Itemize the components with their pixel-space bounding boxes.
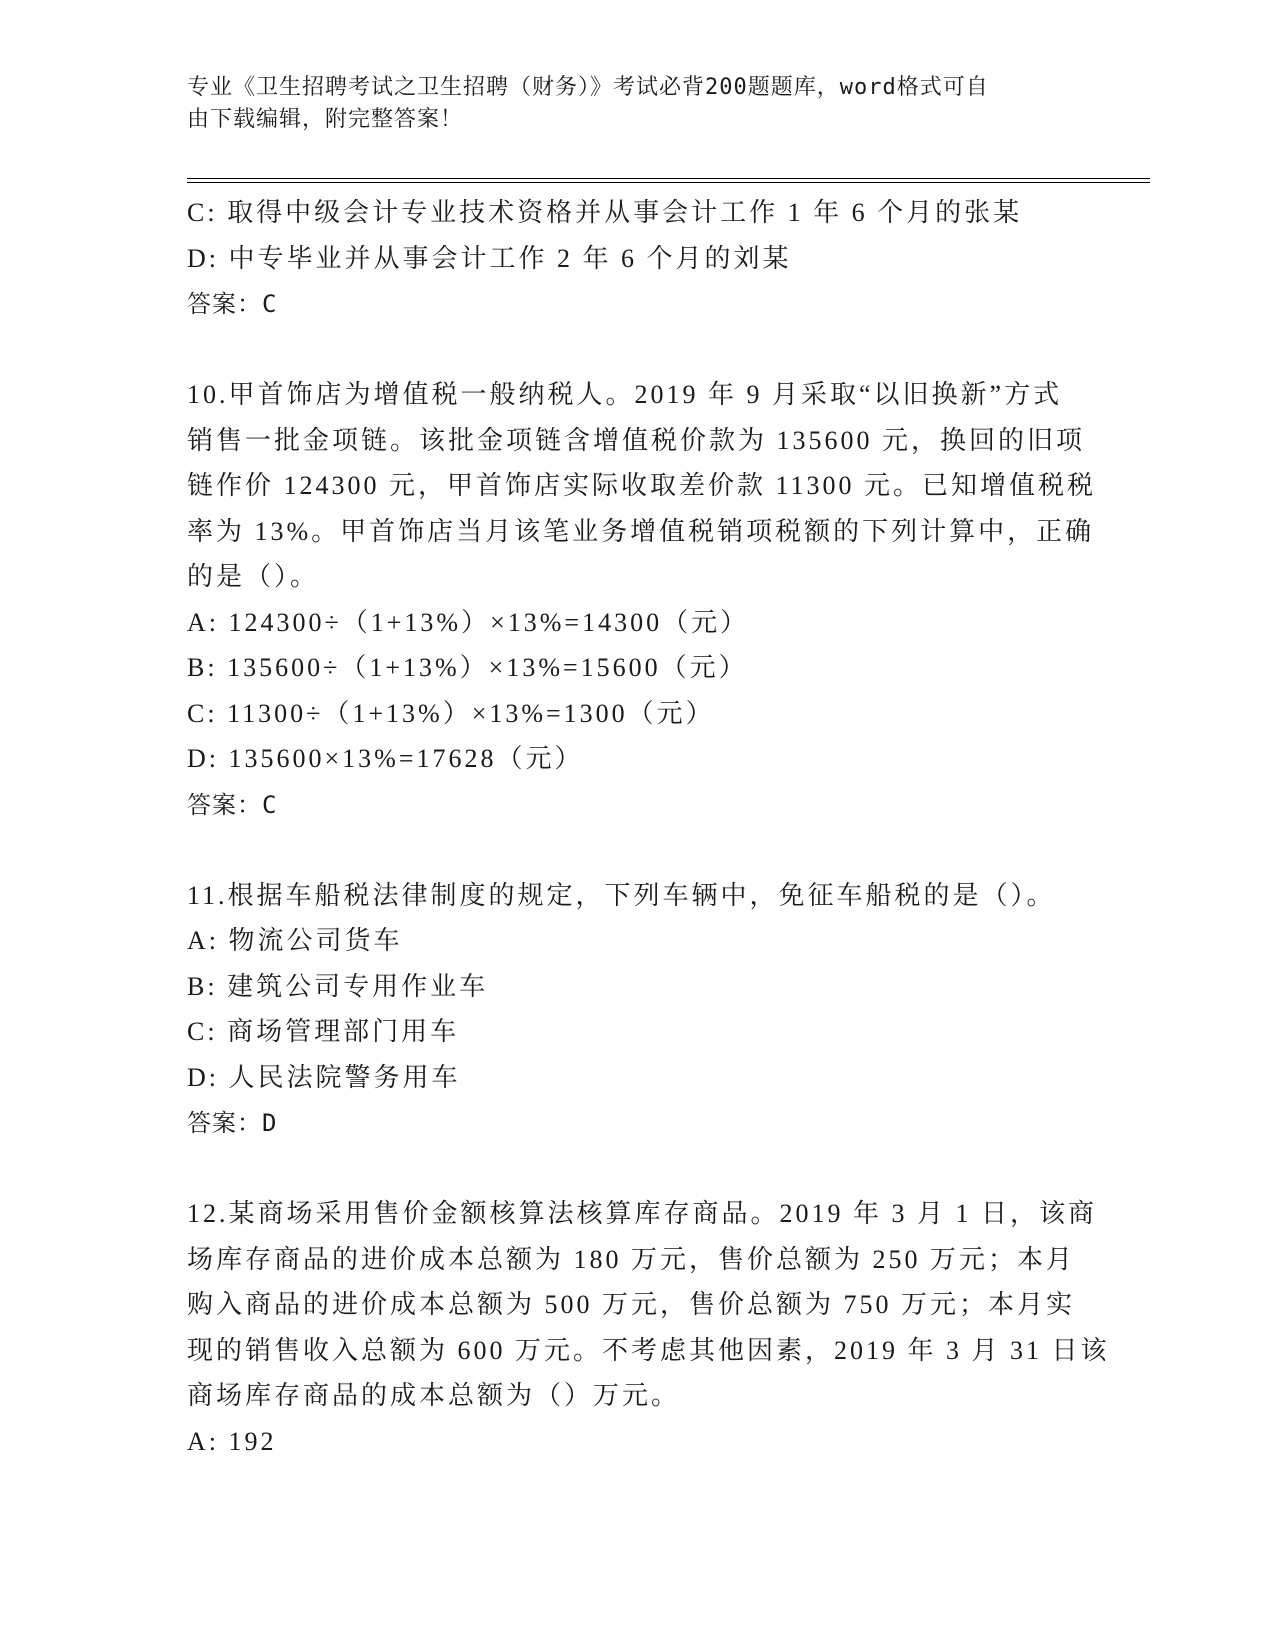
header-divider-top (187, 178, 1150, 179)
question-stem-line: 率为 13%。甲首饰店当月该笔业务增值税销项税额的下列计算中，正确 (187, 516, 1095, 546)
header-line-1: 专业《卫生招聘考试之卫生招聘（财务）》考试必背200题题库，word格式可自 (187, 75, 989, 100)
question-stem: 11.根据车船税法律制度的规定，下列车辆中，免征车船税的是（）。 (187, 880, 1056, 910)
question-stem-line: 链作价 124300 元，甲首饰店实际收取差价款 11300 元。已知增值税税 (187, 471, 1097, 500)
question-stem-line: 购入商品的进价成本总额为 500 万元，售价总额为 750 万元；本月实 (187, 1290, 1076, 1319)
header-divider-bottom (187, 182, 1150, 183)
header-line-2: 由下载编辑，附完整答案！ (187, 107, 464, 132)
question-stem-line: 商场库存商品的成本总额为（）万元。 (187, 1381, 681, 1410)
answer: 答案：D (187, 1109, 278, 1137)
option-c: C: 商场管理部门用车 (187, 1017, 460, 1046)
option-d: D: 人民法院警务用车 (187, 1062, 461, 1092)
question-stem-line: 12.某商场采用售价金额核算法核算库存商品。2019 年 3 月 1 日，该商 (187, 1199, 1098, 1228)
option-d: D: 135600×13%=17628（元） (187, 744, 584, 773)
spacer (187, 327, 1087, 372)
option-d: D: 中专毕业并从事会计工作 2 年 6 个月的刘某 (187, 243, 792, 273)
option-b: B: 建筑公司专用作业车 (187, 971, 489, 1001)
question-stem-line: 的是（）。 (187, 562, 320, 591)
option-c: C: 11300÷（1+13%）×13%=1300（元） (187, 698, 715, 728)
question-12 (187, 1191, 1110, 1464)
answer: 答案：C (187, 290, 278, 318)
question-stem-line: 现的销售收入总额为 600 万元。不考虑其他因素，2019 年 3 月 31 日该 (187, 1335, 1110, 1365)
question-stem-line: 销售一批金项链。该批金项链含增值税价款为 135600 元，换回的旧项 (187, 425, 1086, 455)
document-header (187, 72, 1067, 136)
option-c: C: 取得中级会计专业技术资格并从事会计工作 1 年 6 个月的张某 (187, 198, 1023, 227)
option-a: A: 物流公司货车 (187, 926, 403, 955)
answer: 答案：C (187, 790, 278, 819)
option-b: B: 135600÷（1+13%）×13%=15600（元） (187, 653, 748, 682)
question-11 (187, 873, 1087, 1147)
spacer (187, 828, 1087, 873)
spacer (187, 1146, 1087, 1191)
option-a: A: 124300÷（1+13%）×13%=14300（元） (187, 607, 750, 637)
question-stem-line: 10.甲首饰店为增值税一般纳税人。2019 年 9 月采取“以旧换新”方式 (187, 380, 1063, 409)
question-10 (187, 372, 1097, 828)
question-stem-line: 场库存商品的进价成本总额为 180 万元，售价总额为 250 万元；本月 (187, 1244, 1076, 1274)
question-9 (187, 190, 1087, 327)
option-a: A: 192 (187, 1426, 277, 1456)
question-content (187, 190, 1110, 1464)
